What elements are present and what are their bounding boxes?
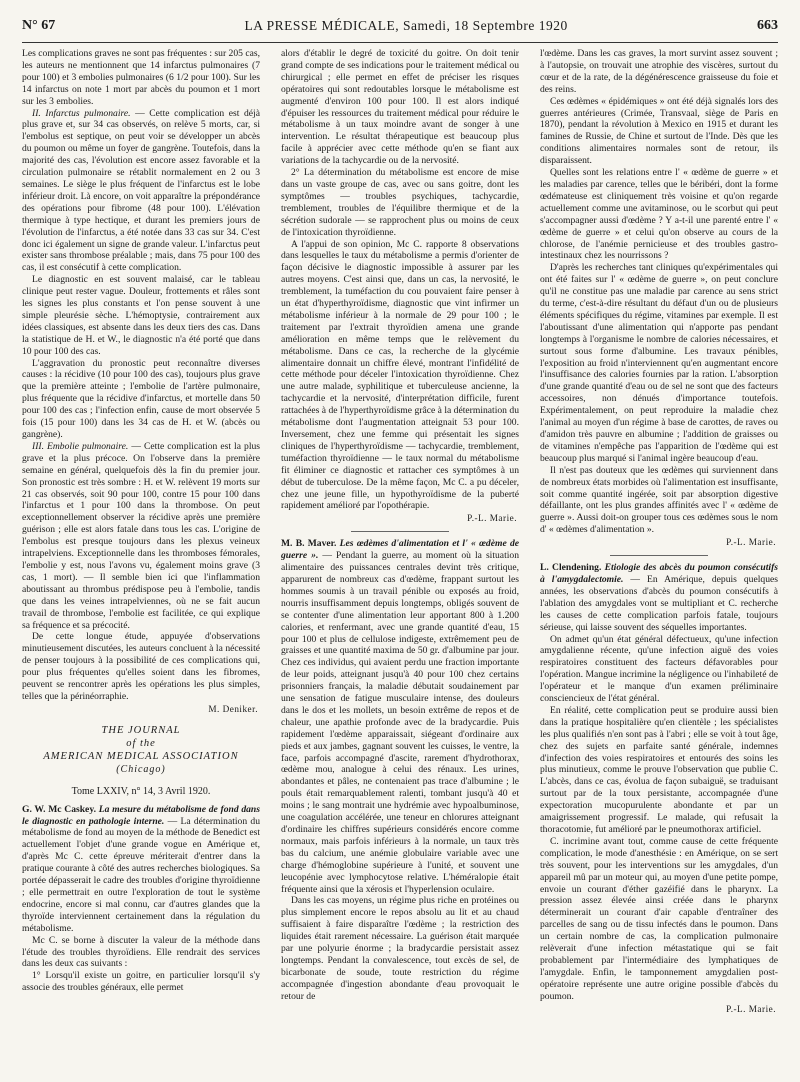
paragraph: Le diagnostic en est souvent malaisé, car le tableau clinique peut rester vague. Douleur, frottements et râles sont les signes les plus constants et l'on pense souvent à une simple pleurésie sèche. L'hémoptysie, contrairement aux idées classiques, est absente dans les deux tiers des cas. Dans la statistique de H. et W., le diagnostic n'a été porté que dans 10 pour 100 des cas. [22, 274, 260, 357]
paragraph: A l'appui de son opinion, Mc C. rapporte 8 observations dans lesquelles le taux du métabolisme a permis d'orienter de façon décisive le diagnostic impossible à assurer par les autres moyens. C'est ainsi que, dans un cas, la nervosité, le tremblement, la tuméfaction du cou pouvaient faire penser à un état d'hyperthyroïdisme, diagnostic que vint infirmer un métabolisme inférieur à la normale de 29 pour 100 ; le traitement par l'extrait thyroïdien amena une grande amélioration en même temps que le relèvement du métabolisme. Dans ce cas, la recherche de la glycémie alimentaire donnait un chiffre élevé, montrant l'infidélité de cette méthode pour déceler l'intoxication thyroïdienne. Chez une autre malade, syphilitique et tuberculeuse ancienne, la tachycardie et la nervosité, d'interprétation difficile, furent rattachées à de l'hyperthyroïdisme grâce à la détermination du métabolisme dont l'augmentation atteignait 53 pour 100. Inversement, chez une femme qui présentait les signes cliniques de l'hyperthyroïdisme — tachycardie, tremblement, tuméfaction thyroïdienne — le taux normal du métabolisme fit éliminer ce diagnostic et rattacher ces symptômes à un début de tuberculose. De la même façon, Mc C. a pu déceler, chez une jeune fille, un hypothyroïdisme de la puberté rapidement amélioré par l'opothérapie. [281, 238, 519, 512]
author-signature: P.-L. Marie. [726, 537, 776, 548]
paragraph: 2° La détermination du métabolisme est encore de mise dans un vaste groupe de cas, avec ou sans goitre, dont les symptômes — troubles psychiques, tachycardie, tremblement, troubles de l'équilibre thermique et de la sécrétion sudorale — se rapprochent plus ou moins de ceux de l'intoxication thyroïdienne. [281, 167, 519, 238]
paragraph: En réalité, cette complication peut se produire aussi bien dans la pratique hospitalière qu'en clientèle ; les spécialistes les plus qualifiés n'en sont pas à l'abri ; elle se voit à tout âge, chez des sujets en parfaite santé générale, indemnes d'infection des voies respiratoires et entourés des soins les plus minutieux, comme le prouve l'observation que publie C. L'abcès, dans ce cas, évolua de façon subaiguë, se traduisant surtout par de la toux persistante, accompagnée d'une expectoration mucopurulente abondante et par un amaigrissement progressif. Le malade, qui refusait la thoracotomie, fut amélioré par le pneumothorax artificiel. [540, 704, 778, 835]
journal-heading-line: of the [126, 737, 156, 749]
abstract-paragraph [22, 804, 260, 935]
author-signature: P.-L. Marie. [726, 1003, 776, 1014]
section-divider [610, 555, 708, 556]
journal-city: (Chicago) [116, 763, 166, 775]
issue-reference: Tome LXXIV, n° 14, 3 Avril 1920. [71, 785, 211, 797]
paragraph: 1° Lorsqu'il existe un goitre, en particulier lorsqu'il s'y associe des troubles généraux, elle permet [22, 970, 260, 994]
page-header [22, 14, 778, 38]
paragraph: On admet qu'un état général défectueux, qu'une infection amygdalienne récente, qu'une infection aiguë des voies respiratoires constituent des facteurs défavorables pour l'opération. Mangue incrimine la négligence ou l'inhabileté de l'opérateur et le manque d'un examen préliminaire consciencieux de l'état général. [540, 633, 778, 705]
abstract-paragraph [281, 538, 519, 895]
journal-heading-line: AMERICAN MEDICAL ASSOCIATION [43, 750, 239, 762]
journal-heading-line: THE JOURNAL [101, 724, 181, 736]
header-rule [22, 42, 778, 43]
paragraph-text: — Pendant la guerre, au moment où la situation alimentaire des puissances centrales devint très critique, apparurent de nombreux cas d'œdème, frappant surtout les hommes soumis à un travail pénible ou exposés au froid, nourris insuffisamment depuis longtemps, obligés souvent de se contenter d'une alimentation leur apportant 800 à 1.200 calories, et renfermant, avec une grande quantité d'eau, 15 pour 100 et plus de cellulose indigeste, extrêmement peu de graisses et une quantité maxima de 50 gr. d'albumine par jour. Chez ces individus, qui avaient perdu une fraction importante de leur poids, atteignant jusqu'à 40 pour 100 chez certains prisonniers français, la maladie débutait soudainement par une sensation de fatigue musculaire intense, des douleurs dans le dos et les mollets, un besoin extrême de repos et de chaleur, une apathie profonde avec de la bradycardie. Puis rapidement l'œdème apparaissait, siégeant d'ordinaire aux pieds et aux jambes, gagnant souvent les cuisses, le ventre, la face, parfois accompagné d'ascite, rarement d'hydrothorax, œdème mou, analogue à celui des rénaux. Les urines, abondantes et pâles, ne contenaient pas trace d'albumine ; le pouls était remarquablement ralenti, tombant jusqu'à 40 et moins ; le sang montrait une hydrémie avec hypoalbuminose, une coagulation accélérée, une teneur en chlorures atteignant d'ordinaire les chiffres supérieurs considérés encore comme normaux, mais parfois inférieurs à la normale, un taux très bas du calcium, une anémie globulaire variable avec une charge d'hémoglobine supérieure à l'unité, et souvent une leucopénie avec lymphocytose relative. L'héméralopie était fréquente ainsi que la xérosis et l'hyperlension oculaire. [281, 550, 519, 895]
paragraph: Mc C. se borne à discuter la valeur de la méthode dans l'étude des troubles thyroïdiens. Elle rendrait des services dans les deux cas suivants : [22, 934, 260, 970]
journal-title: LA PRESSE MÉDICALE, Samedi, 18 Septembre 1920 [244, 18, 568, 33]
page-number-right: 663 [757, 18, 778, 33]
paragraph: C. incrimine avant tout, comme cause de cette fréquente complication, le mode d'anesthésie : en Amérique, on se sert très souvent, pour les interventions sur les amygdales, d'un appareil mû par un moteur qui, au moyen d'une petite pompe, envoie un courant d'éther gazéifié dans le pharynx. La pression assez élevée ainsi créée dans le pharynx déterminerait un courant d'air capable d'entraîner des parcelles de sang ou de tissu infectés dans le poumon. Dans un certain nombre de cas, la complication pulmonaire relèverait d'une infection métastatique qui se fait probablement par l'intermédiaire des lymphatiques de l'amygdale. Enfin, le tamponnement amygdalien post-opératoire représente une autre origine possible d'abcès du poumon. [540, 835, 778, 1002]
paragraph [22, 441, 260, 632]
section-label: II. Infarctus pulmonaire. [32, 107, 131, 119]
abstract-title: Etiologie des abcès du poumon consécutifs à l'amygdalectomie. [540, 562, 778, 585]
paragraph: Il n'est pas douteux que les œdèmes qui surviennent dans de nombreux états morbides où l'alimentation est insuffisante, soit comme quantité ingérée, soit par absorption digestive défaillante, ont les plus grandes affinités avec l' « œdème de guerre ». Aussi doit-on grouper tous ces œdèmes sous le nom d' « œdèmes d'alimentation ». [540, 464, 778, 536]
author-signature: P.-L. Marie. [467, 513, 517, 524]
paragraph: Les complications graves ne sont pas fréquentes : sur 205 cas, les auteurs ne mentionnent que 14 infarctus pulmonaires (7 pour 100) et 3 embolies pulmonaires (6 1/2 pour 100). Sur les 14 infarctus on note 1 mort par abcès du poumon et 1 mort sur les 3 embolies. [22, 48, 260, 107]
paragraph-text: — Cette complication est la plus grave et la plus précoce. On l'observe dans la première semaine en général, quelquefois dès la fin du premier jour. Son pronostic est très sombre : H. et W. relèvent 19 morts sur 21 cas observés, soit 90 pour 100, contre 15 pour 100 dans l'infarctus et 1 pour 100 dans la thrombose. On peut exceptionnellement observer la récidive après une première guérison ; elle est alors fatale dans tous les cas. L'origine de l'embolus est presque toujours dans les plexus veineux intrapelviens. Exceptionnelle dans les thromboses fémorales, l'embolie y est, nous l'avons vu, également moins grave (3 cas, 1 mort). — Il semble bien ici que l'inflammation aboutissant au thrombus prédispose peu à l'embolie, tandis que dans les veines intrapelviennes, où ne se fait aucun travail de thrombose, l'embolie est facilitée, ce qui explique sa fréquence et sa précocité. [22, 440, 260, 631]
abstract-paragraph [540, 562, 778, 633]
paragraph-text: — En Amérique, depuis quelques années, les observations d'abcès du poumon consécutifs à l'ablation des amygdales vont se multipliant et C. recherche les causes de cette complication parfois fatale, toujours sérieuse, qui laisse souvent des séquelles importantes. [540, 573, 778, 633]
paragraph: Dans les cas moyens, un régime plus riche en protéines ou plus simplement encore le repos absolu au lit et au chaud suffisaient à faire disparaître l'œdème ; la restriction des liquides était rarement nécessaire. La guérison était marquée par une polyurie énorme ; la bradycardie persistait assez longtemps. Pendant la convalescence, tout excès de sel, de bicarbonate de soude, toute restriction du régime accompagnée d'ingestion abondante d'eau provoquait le retour de [281, 895, 519, 1002]
column-3 [540, 48, 778, 1078]
column-1 [22, 48, 260, 1078]
paragraph: D'après les recherches tant cliniques qu'expérimentales qui ont été faites sur l' « œdème de guerre », on peut conclure qu'il ne constitue pas une maladie par carence au sens strict du terme, c'est-à-dire résultant du défaut d'un ou de plusieurs éléments spécifiques du régime, vitamines par exemple. Il est l'aboutissant d'une alimentation qui n'apporte pas pendant longtemps à l'organisme le nombre de calories nécessaires, et surtout sous forme d'albumine. Les travaux pénibles, l'exposition au froid n'interviennent qu'en augmentant encore l'insuffisance des calories fournies par la ration. L'absorption d'une grande quantité d'eau ou de sel ne sont que des facteurs accessoires, non dénués d'importance toutefois. Expérimentalement, on peut reproduire la maladie chez l'animal au moyen d'un régime à base de carottes, de raves ou d'amidon très pauvre en albumine ; l'addition de graisses ou de vitamines n'empêche pas l'apparition de l'œdème qui est beaucoup plus marqué si l'animal ingère beaucoup d'eau. [540, 262, 778, 464]
author-signature: M. Deniker. [208, 703, 258, 714]
abstract-author: L. Clendening. [540, 562, 602, 574]
paragraph: Quelles sont les relations entre l' « œdème de guerre » et les maladies par carence, telles que le béribéri, dont la forme œdémateuse est cliniquement très voisine et qu'on regarde actuellement comme une avitaminose, ou le scorbut qui peut s'accompagner aussi d'œdème ? Y a-t-il une parenté entre l' « œdème de guerre » et celui qu'on observe au cours de la chlorose, de l'anémie pernicieuse et des troubles gastro-intestinaux chez les nourrissons ? [540, 167, 778, 262]
abstract-author: G. W. Mc Caskey. [22, 803, 96, 815]
column-2 [281, 48, 519, 1078]
paragraph [22, 108, 260, 275]
paragraph: De cette longue étude, appuyée d'observations minutieusement discutées, les auteurs concluent à la nécessité de penser toujours à la possibilité de ces complications qui, pour plus fréquentes qu'elles soient dans les fibromes, peuvent se rencontrer après les opérations les plus simples, telles que la périnéorraphie. [22, 631, 260, 702]
paragraph: l'œdème. Dans les cas graves, la mort survint assez souvent ; à l'autopsie, on trouvait une atrophie des viscères, surtout du cœur et de la rate, de la dégénérescence graisseuse du foie et des reins. [540, 48, 778, 95]
section-divider [351, 531, 449, 532]
paragraph-text: — Cette complication est déjà plus grave et, sur 34 cas observés, on relève 5 morts, car, si l'embolus est septique, on peut voir se développer un abcès du poumon ou même un foyer de gangrène. Toutefois, dans la majorité des cas, l'évolution est encore assez favorable et la circulation pulmonaire se rétablit normalement en 2 ou 3 semaines. Le siège le plus fréquent de l'infarctus est le lobe inférieur droit. Là encore, on voit apparaître la prépondérance des opérations pour fibrome (48 pour 100). L'élévation thermique à type hectique, et durant les premiers jours de l'évolution de l'infarctus, a été notée dans 33 cas sur 34. C'est donc ici également un signe de grande valeur. L'infarctus peut exister sans thrombose préalable ; mais, dans 75 pour 100 des cas, il est consécutif à cette complication. [22, 107, 260, 274]
paragraph-text: — La détermination du métabolisme de fond au moyen de la méthode de Benedict est actuellement l'objet d'une grande vogue en Amérique et, d'après Mc C. cette épreuve mériterait d'entrer dans la pratique courante à côté des autres recherches biologiques. Sa portée dépasserait le cadre des troubles d'origine thyroïdienne ; elle permettrait en outre l'exploration de tout le système endocrine, encore si mal connu, car d'autres glandes que la thyroïde interviennent certainement dans la régulation du métabolisme. [22, 815, 260, 934]
abstract-author: M. B. Maver. [281, 538, 337, 550]
journal-section-heading [22, 724, 260, 776]
section-label: III. Embolie pulmonaire. [32, 440, 129, 452]
page-number-left: N° 67 [22, 18, 56, 33]
abstract-title: La mesure du métabolisme de fond dans le diagnostic en pathologie interne. [22, 803, 260, 827]
abstract-title: Les œdèmes d'alimentation et l' « œdème de guerre ». [281, 538, 519, 562]
paragraph: L'aggravation du pronostic peut reconnaître diverses causes : la récidive (10 pour 100 des cas), toujours plus grave que la première atteinte ; l'embolie de l'artère pulmonaire, plus fréquente que la récidive d'infarctus, et mortelle dans 50 pour 100 des cas ; l'infection enfin, cause de mort observée 5 fois (15 pour 100) dans les 34 cas de H. et W. (abcès ou gangrène). [22, 357, 260, 440]
paragraph: Ces œdèmes « épidémiques » ont été déjà signalés lors des guerres antérieures (Crimée, Transvaal, siège de Paris en 1870), pendant la révolution à Mexico en 1915 et durant les famines de Russie, de Chine et surtout de l'Inde. Dès que les conditions alimentaires normales sont de retour, ils disparaissent. [540, 95, 778, 167]
paragraph: alors d'établir le degré de toxicité du goitre. On doit tenir grand compte de ses indications pour le traitement médical ou chirurgical ; elle permet en effet de préciser les risques opératoires qui sont redoutables lorsque le métabolisme est augmenté d'environ 100 pour 100. Il est alors indiqué d'épuiser les ressources du traitement médical pour réduire le métabolisme à un taux moindre avant de songer à une intervention. Le résultat thérapeutique est beaucoup plus facile à apprécier avec cette méthode qu'en se fiant aux variations de la tachycardie ou de la nervosité. [281, 48, 519, 167]
